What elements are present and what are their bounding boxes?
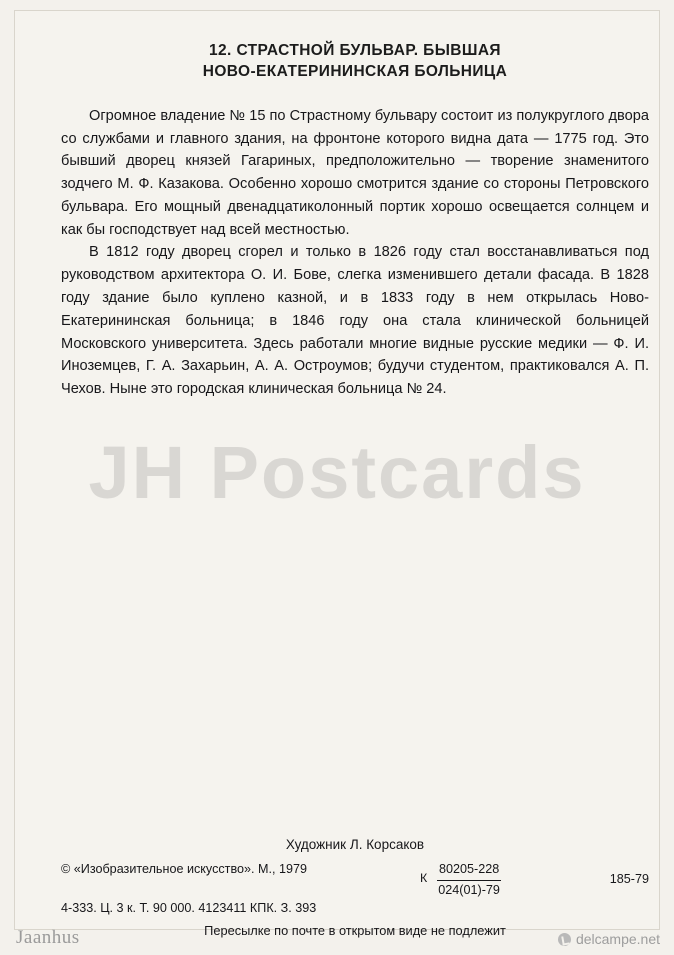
imprint-block [61, 861, 649, 918]
watermark-main: JH Postcards [88, 431, 586, 514]
artist-credit: Художник Л. Корсаков [285, 837, 425, 852]
footer [61, 837, 649, 938]
code-numerator: 80205-228 [437, 861, 501, 881]
page-title [61, 41, 649, 83]
code-denominator: 024(01)-79 [438, 882, 500, 897]
paragraph-2: В 1812 году дворец сгорел и только в 1826 году стал восстанавливаться под руководством архитектора О. И. Бове, слегка изменившего детали фасада. В 1828 году здание было куплено казной, и в 1833 году в нем открылась Ново-Екатерининская больница; в 1846 году она стала клинической больницей Московского университета. Здесь работали многие видные русские медики — Ф. И. Иноземцев, Г. А. Захарьин, А. А. Остроумов; будучи студентом, практиковался А. П. Чехов. Ныне это городская клиническая больница № 24. [61, 244, 649, 398]
publisher-name: «Изобразительное искусство». М., 1979 [73, 862, 308, 876]
imprint-row-1 [61, 861, 649, 900]
k-letter: К [420, 871, 428, 885]
postal-notice: Пересылке по почте в открытом виде не подлежит [204, 922, 506, 938]
imprint-row-2 [61, 900, 649, 918]
watermark-bottom-right [558, 931, 660, 947]
page-title-line-1: 12. СТРАСТНОЙ БУЛЬВАР. БЫВШАЯ [209, 42, 501, 59]
watermark-bottom-right-label: delcampe.net [575, 931, 660, 947]
publisher-line [61, 861, 433, 879]
copyright-icon: © [61, 862, 71, 876]
code-fraction [437, 861, 501, 900]
paragraph-1: Огромное владение № 15 по Страстному бульвару состоит из полукруглого двора со службами и главного здания, на фронтоне которого видна дата — 1775 год. Это бывший дворец князей Гагариных, предположительно — творение знаменитого зодчего М. Ф. Казакова. Особенно хорошо смотрится здание со стороны Петровского бульвара. Его мощный двенадцатиколонный портик хорошо освещается солнцем и как бы господствует над всей местностью. [61, 107, 649, 238]
watermark-bottom-left: Jaanhus [16, 927, 80, 948]
page-title-line-2: НОВО-ЕКАТЕРИНИНСКАЯ БОЛЬНИЦА [202, 62, 508, 80]
delcampe-logo-icon [558, 933, 571, 946]
codes-area [420, 861, 649, 900]
content-area [61, 41, 649, 921]
print-run-line: 4-333. Ц. 3 к. Т. 90 000. 4123411 КПК. З. 393 [61, 900, 317, 915]
body-text [61, 105, 649, 401]
tail-code: 185-79 [609, 872, 649, 886]
